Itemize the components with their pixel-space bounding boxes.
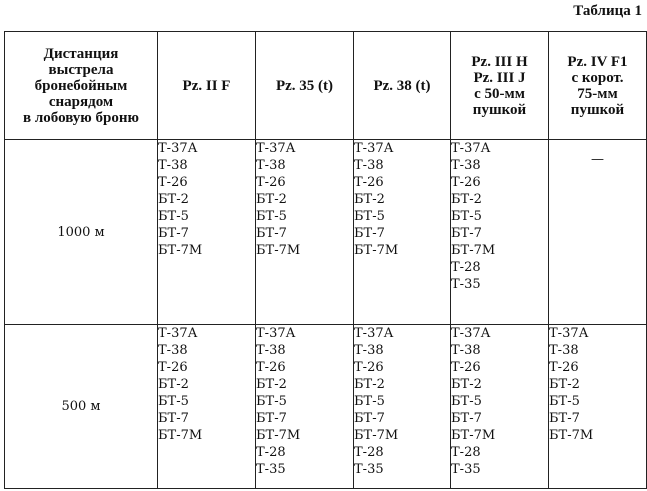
tank-item: БТ-7М — [256, 428, 301, 443]
tank-item: БТ-7М — [158, 243, 203, 258]
tank-item: Т-26 — [256, 175, 286, 190]
tank-item: БТ-2 — [451, 192, 482, 207]
tank-item: БТ-5 — [354, 209, 385, 224]
tank-item: Т-28 — [256, 445, 286, 460]
tank-item: БТ-7М — [549, 428, 594, 443]
tank-item: Т-38 — [354, 158, 384, 173]
tank-list-cell — [158, 325, 256, 489]
tank-list-cell — [354, 325, 451, 489]
tank-item: БТ-2 — [256, 377, 287, 392]
tank-item: БТ-7М — [354, 243, 399, 258]
tank-item: Т-35 — [451, 277, 481, 292]
tank-list-cell — [451, 140, 549, 325]
tank-item: Т-26 — [354, 360, 384, 375]
header-line: с корот. — [571, 69, 624, 86]
tank-item: БТ-2 — [451, 377, 482, 392]
tank-item: Т-38 — [158, 343, 188, 358]
tank-item: БТ-2 — [549, 377, 580, 392]
header-line: выстрела — [48, 61, 114, 78]
header-line: Pz. IV F1 — [567, 53, 628, 70]
distance-cell: 1000 м — [5, 140, 158, 325]
header-line: Дистанция — [43, 45, 119, 62]
tank-item: Т-38 — [256, 343, 286, 358]
tank-item: Т-38 — [549, 343, 579, 358]
tank-item: БТ-5 — [451, 209, 482, 224]
header-line: пушкой — [472, 101, 527, 118]
tank-item: БТ-7 — [256, 226, 287, 241]
tank-item: БТ-5 — [354, 394, 385, 409]
tank-item: Т-26 — [158, 360, 188, 375]
tank-item: Т-37А — [256, 326, 296, 341]
header-line: Pz. III J — [473, 69, 526, 86]
header-line: Pz. III H — [471, 53, 528, 70]
tank-list-cell — [549, 325, 647, 489]
tank-item: Т-38 — [256, 158, 286, 173]
header-pz2f — [158, 32, 256, 140]
tank-list-cell — [354, 140, 451, 325]
tank-list-cell — [451, 325, 549, 489]
table-row-1000m — [5, 140, 647, 325]
distance-cell: 500 м — [5, 325, 158, 489]
tank-item: БТ-7М — [451, 428, 496, 443]
tank-item: БТ-2 — [256, 192, 287, 207]
tank-item: Т-26 — [256, 360, 286, 375]
tank-item: БТ-2 — [354, 192, 385, 207]
header-pz38t — [354, 32, 451, 140]
tank-item: БТ-5 — [256, 394, 287, 409]
table-caption: Таблица 1 — [573, 3, 642, 19]
tank-item: БТ-2 — [158, 192, 189, 207]
header-line: Pz. 35 (t) — [275, 77, 334, 94]
tank-list-cell — [256, 140, 354, 325]
tank-item: Т-28 — [451, 260, 481, 275]
tank-item: Т-35 — [451, 462, 481, 477]
tank-item: Т-37А — [451, 326, 491, 341]
tank-item: БТ-7 — [354, 226, 385, 241]
header-line: 75-мм — [577, 85, 618, 102]
tank-item: Т-26 — [354, 175, 384, 190]
tank-item: Т-38 — [354, 343, 384, 358]
tank-item: Т-37А — [158, 326, 198, 341]
tank-item: Т-38 — [158, 158, 188, 173]
tank-list-cell — [256, 325, 354, 489]
tank-item: БТ-7 — [256, 411, 287, 426]
tank-item: БТ-7 — [158, 226, 189, 241]
tank-item: Т-26 — [451, 175, 481, 190]
header-line: с 50-мм — [474, 85, 525, 102]
tank-item: БТ-7 — [451, 226, 482, 241]
header-line: в лобовую броню — [23, 109, 139, 126]
tank-item: Т-26 — [158, 175, 188, 190]
header-distance — [5, 32, 158, 140]
tank-item: Т-38 — [451, 343, 481, 358]
tank-item: Т-37А — [256, 141, 296, 156]
header-row — [5, 32, 647, 140]
tank-item: Т-28 — [354, 445, 384, 460]
tank-item: БТ-7М — [256, 243, 301, 258]
header-line: Pz. 38 (t) — [373, 77, 431, 94]
tank-item: БТ-5 — [549, 394, 580, 409]
tank-item: Т-35 — [354, 462, 384, 477]
tank-item: Т-37А — [549, 326, 589, 341]
tank-item: БТ-7 — [451, 411, 482, 426]
tank-item: Т-37А — [354, 326, 394, 341]
tank-item: Т-26 — [451, 360, 481, 375]
tank-item: Т-26 — [549, 360, 579, 375]
tank-list-cell-empty — [549, 140, 647, 325]
tank-item: БТ-7М — [354, 428, 399, 443]
tank-list-cell — [158, 140, 256, 325]
tank-item: БТ-7М — [158, 428, 203, 443]
tank-item: Т-28 — [451, 445, 481, 460]
dash-mark: — — [591, 152, 604, 167]
tank-item: БТ-5 — [451, 394, 482, 409]
tank-item: БТ-7 — [158, 411, 189, 426]
tank-item: БТ-5 — [158, 394, 189, 409]
tank-item: БТ-2 — [158, 377, 189, 392]
header-line: Pz. II F — [182, 77, 231, 94]
tank-item: Т-37А — [354, 141, 394, 156]
tank-item: Т-38 — [451, 158, 481, 173]
tank-item: БТ-7 — [354, 411, 385, 426]
tank-item: Т-37А — [451, 141, 491, 156]
tank-item: Т-37А — [158, 141, 198, 156]
header-line: снарядом — [48, 93, 114, 110]
header-line: пушкой — [570, 101, 625, 118]
armor-penetration-table — [4, 31, 647, 489]
tank-item: БТ-5 — [256, 209, 287, 224]
table-row-500m — [5, 325, 647, 489]
tank-item: БТ-7М — [451, 243, 496, 258]
header-pz3 — [451, 32, 549, 140]
header-pz35t — [256, 32, 354, 140]
tank-item: Т-35 — [256, 462, 286, 477]
tank-item: БТ-7 — [549, 411, 580, 426]
tank-item: БТ-2 — [354, 377, 385, 392]
tank-item: БТ-5 — [158, 209, 189, 224]
header-pz4f1 — [549, 32, 647, 140]
header-line: бронебойным — [34, 77, 128, 94]
